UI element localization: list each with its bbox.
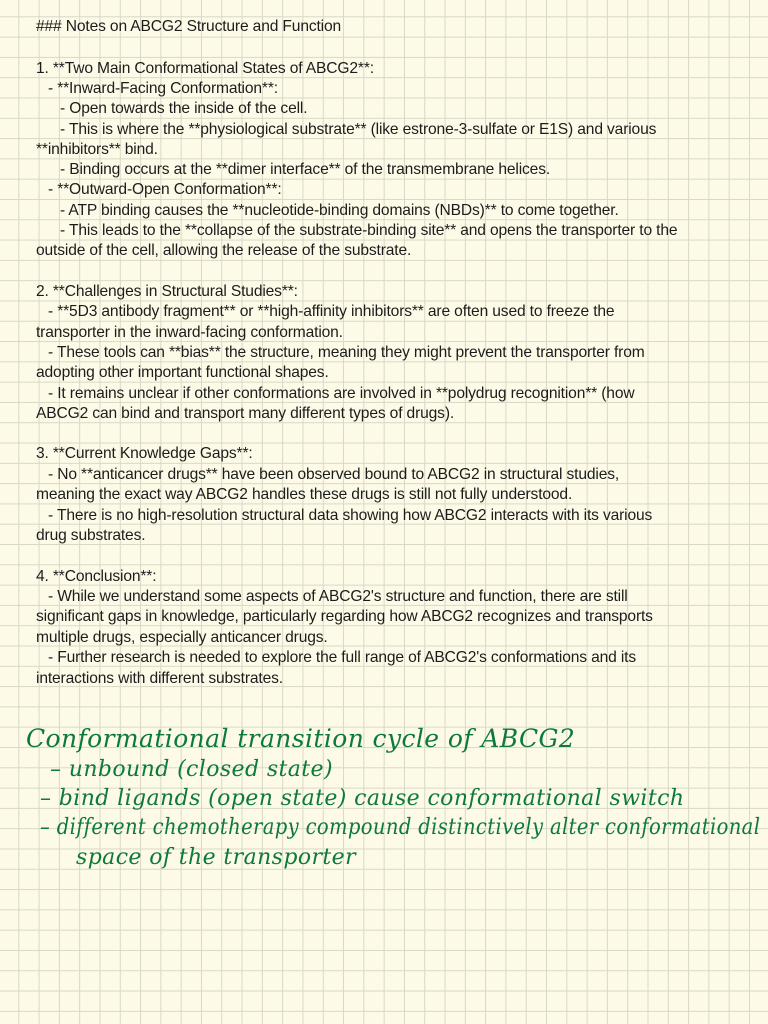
- handwritten-line: space of the transporter: [76, 845, 356, 870]
- note-line: adopting other important functional shapes.: [36, 364, 329, 381]
- note-line: significant gaps in knowledge, particularly regarding how ABCG2 recognizes and transports: [36, 608, 653, 625]
- section-3-heading: 3. **Current Knowledge Gaps**:: [36, 445, 253, 462]
- section-2-heading: 2. **Challenges in Structural Studies**:: [36, 283, 298, 300]
- notes-heading: ### Notes on ABCG2 Structure and Function: [36, 18, 342, 35]
- note-line: meaning the exact way ABCG2 handles these drugs is still not fully understood.: [36, 486, 573, 503]
- note-line: - While we understand some aspects of ABCG2's structure and function, there are still: [48, 588, 628, 605]
- handwritten-line: – different chemotherapy compound distinctively alter conformational: [40, 815, 761, 840]
- note-line: multiple drugs, especially anticancer drugs.: [36, 629, 328, 646]
- section-4-heading: 4. **Conclusion**:: [36, 568, 157, 585]
- note-line: - Further research is needed to explore the full range of ABCG2's conformations and its: [48, 649, 637, 666]
- note-line: - This leads to the **collapse of the substrate-binding site** and opens the transporter to the: [60, 222, 678, 239]
- note-line: drug substrates.: [36, 527, 146, 544]
- note-line: - **Inward-Facing Conformation**:: [48, 80, 278, 97]
- note-line: - These tools can **bias** the structure, meaning they might prevent the transporter from: [48, 344, 645, 361]
- note-line: - **5D3 antibody fragment** or **high-affinity inhibitors** are often used to freeze the: [48, 303, 615, 320]
- note-line: - This is where the **physiological substrate** (like estrone-3-sulfate or E1S) and various: [60, 121, 657, 138]
- note-line: **inhibitors** bind.: [36, 141, 158, 158]
- note-line: - There is no high-resolution structural data showing how ABCG2 interacts with its various: [48, 507, 653, 524]
- note-line: interactions with different substrates.: [36, 670, 283, 687]
- section-1-heading: 1. **Two Main Conformational States of ABCG2**:: [36, 60, 374, 77]
- note-line: transporter in the inward-facing conformation.: [36, 324, 343, 341]
- handwritten-line: – bind ligands (open state) cause conformational switch: [40, 786, 685, 811]
- note-line: ABCG2 can bind and transport many different types of drugs).: [36, 405, 455, 422]
- note-line: - Binding occurs at the **dimer interface** of the transmembrane helices.: [60, 161, 551, 178]
- note-line: - ATP binding causes the **nucleotide-binding domains (NBDs)** to come together.: [60, 202, 619, 219]
- note-line: - Open towards the inside of the cell.: [60, 100, 308, 117]
- note-line: outside of the cell, allowing the release of the substrate.: [36, 242, 412, 259]
- note-line: - No **anticancer drugs** have been observed bound to ABCG2 in structural studies,: [48, 466, 620, 483]
- note-line: - It remains unclear if other conformations are involved in **polydrug recognition** (how: [48, 385, 635, 402]
- handwritten-line: – unbound (closed state): [50, 757, 333, 782]
- handwritten-title: Conformational transition cycle of ABCG2: [26, 724, 576, 753]
- note-line: - **Outward-Open Conformation**:: [48, 181, 282, 198]
